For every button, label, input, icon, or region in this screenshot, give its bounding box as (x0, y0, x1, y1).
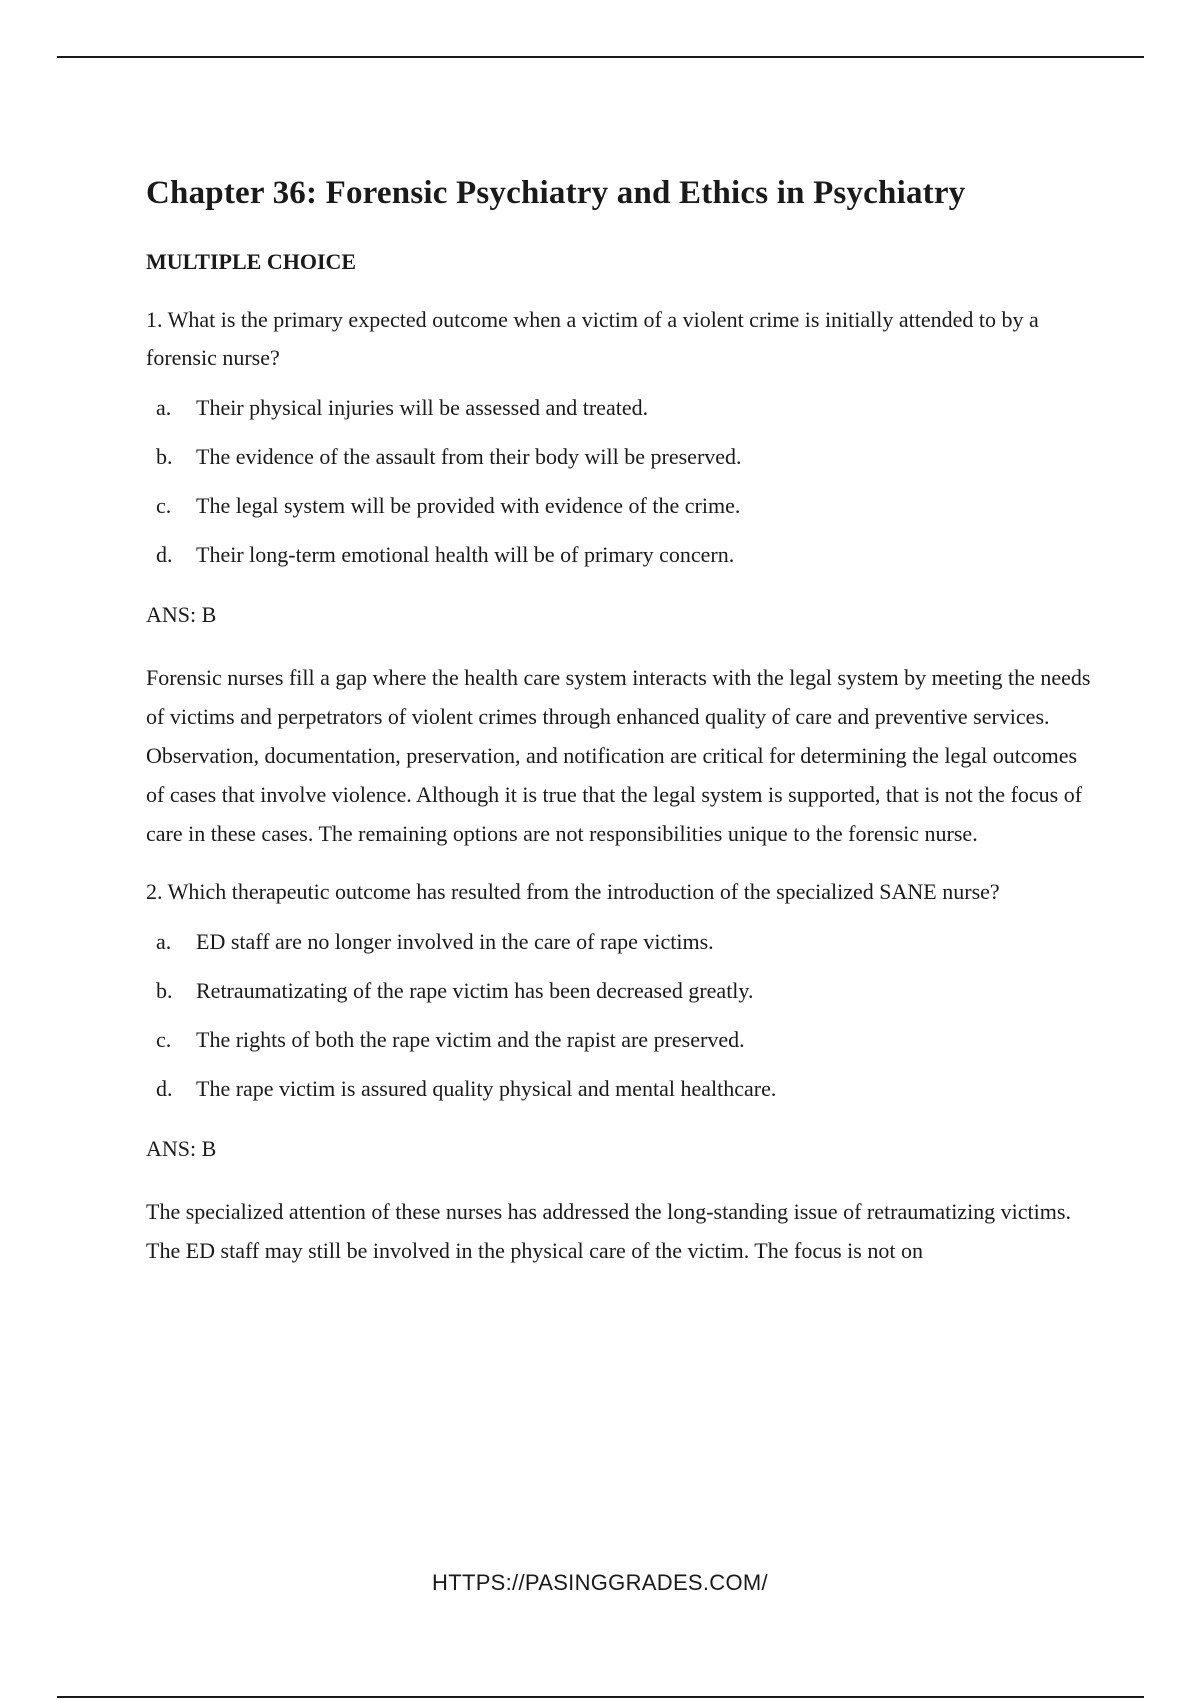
answer-key: ANS: B (146, 1136, 217, 1161)
chapter-title: Chapter 36: Forensic Psychiatry and Ethics in Psychiatry (146, 175, 966, 211)
option-list (146, 927, 1096, 1104)
option-b (146, 976, 1096, 1006)
question-stem: 1. What is the primary expected outcome when a victim of a violent crime is initially attended to by a forensic nurse? (146, 307, 1039, 370)
option-b (146, 442, 1096, 472)
option-d (146, 540, 1096, 570)
option-text: Retraumatizating of the rape victim has been decreased greatly. (196, 978, 754, 1003)
bottom-rule (57, 1696, 1144, 1698)
option-a (146, 393, 1096, 423)
option-a (146, 927, 1096, 957)
option-letter: c. (156, 1027, 172, 1052)
option-d (146, 1074, 1096, 1104)
option-c (146, 491, 1096, 521)
option-letter: b. (156, 978, 173, 1003)
option-letter: b. (156, 444, 173, 469)
section-heading: MULTIPLE CHOICE (146, 249, 357, 274)
option-text: The rights of both the rape victim and the rapist are preserved. (196, 1027, 745, 1052)
rationale: The specialized attention of these nurses has addressed the long-standing issue of retraumatizing victims. The ED staff may still be involved in the physical care of the victim. The focus is not on (146, 1199, 1071, 1263)
option-letter: a. (156, 929, 172, 954)
answer-key: ANS: B (146, 602, 217, 627)
option-text: Their physical injuries will be assessed and treated. (196, 395, 649, 420)
document-body (146, 172, 1096, 1290)
option-text: The evidence of the assault from their body will be preserved. (196, 444, 742, 469)
option-text: ED staff are no longer involved in the care of rape victims. (196, 929, 714, 954)
top-rule (57, 56, 1144, 58)
option-list (146, 393, 1096, 570)
option-letter: d. (156, 1076, 173, 1101)
question-stem: 2. Which therapeutic outcome has resulted from the introduction of the specialized SANE nurse? (146, 879, 1000, 904)
question-1 (146, 301, 1096, 853)
question-2 (146, 873, 1096, 1270)
option-letter: a. (156, 395, 172, 420)
rationale: Forensic nurses fill a gap where the health care system interacts with the legal system by meeting the needs of victims and perpetrators of violent crimes through enhanced quality of care and preventive services. Observation, documentation, preservation, and notification are critical for determining the legal outcomes of cases that involve violence. Although it is true that the legal system is supported, that is not the focus of care in these cases. The remaining options are not responsibilities unique to the forensic nurse. (146, 665, 1091, 846)
option-letter: c. (156, 493, 172, 518)
option-c (146, 1025, 1096, 1055)
footer-url: HTTPS://PASINGGRADES.COM/ (432, 1570, 768, 1595)
option-letter: d. (156, 542, 173, 567)
option-text: The rape victim is assured quality physical and mental healthcare. (196, 1076, 777, 1101)
option-text: Their long-term emotional health will be of primary concern. (196, 542, 735, 567)
option-text: The legal system will be provided with evidence of the crime. (196, 493, 741, 518)
